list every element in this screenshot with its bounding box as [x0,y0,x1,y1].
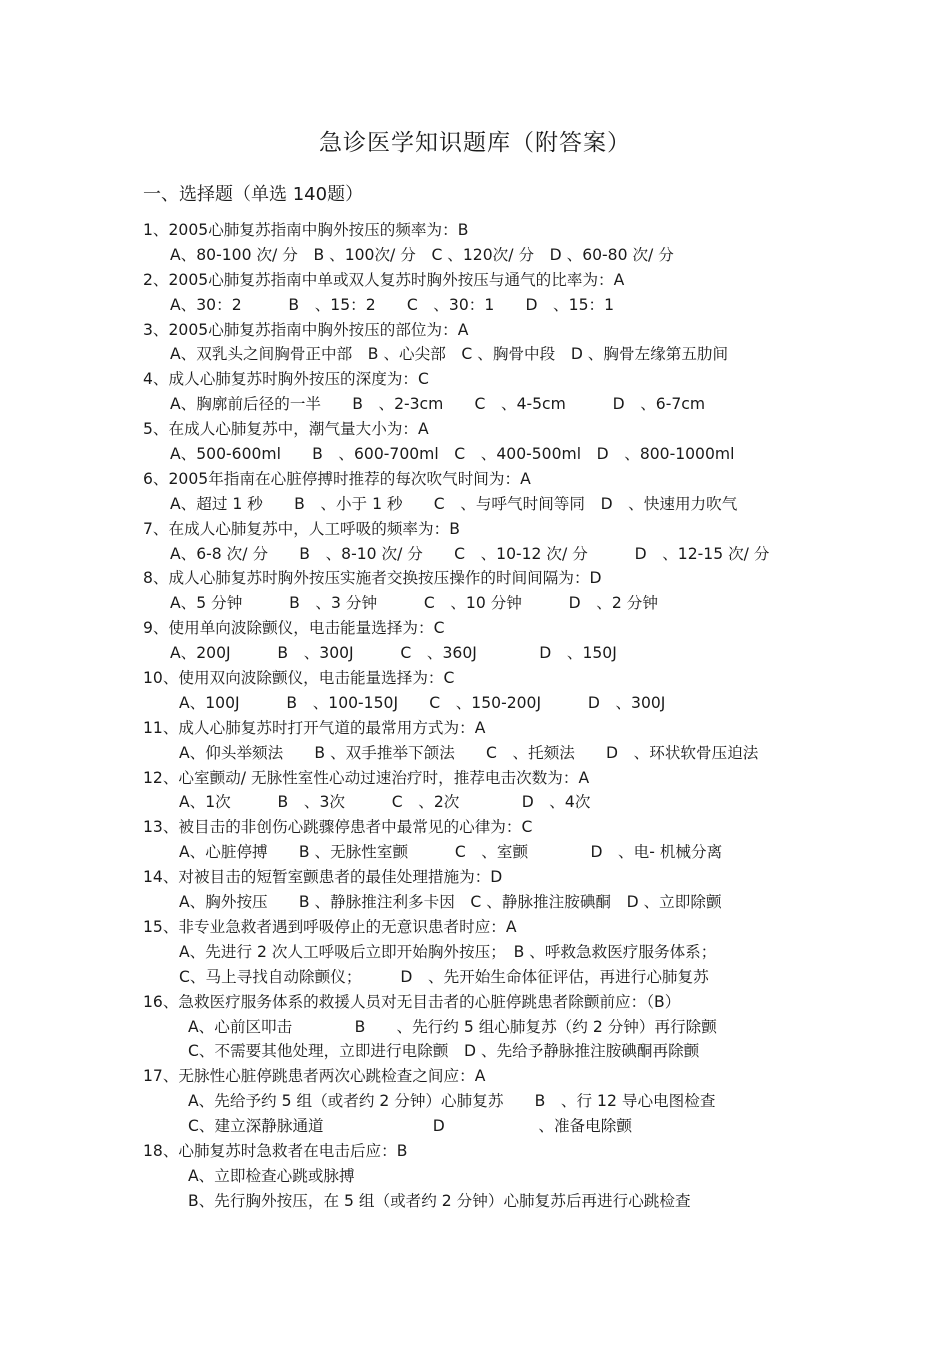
question-text: 10、使用双向波除颤仪，电击能量选择为：C [143,669,455,688]
question-options: A、6-8 次/ 分 B 、8-10 次/ 分 C 、10-12 次/ 分 D 、12-15 次/ 分 [170,544,770,563]
question-options: A、胸外按压 B 、静脉推注利多卡因 C 、静脉推注胺碘酮 D 、立即除颤 [179,893,722,912]
question-text: 8、成人心肺复苏时胸外按压实施者交换按压操作的时间间隔为：D [143,569,602,588]
question-options: A、超过 1 秒 B 、小于 1 秒 C 、与呼气时间等同 D 、快速用力吹气 [170,494,738,513]
question-options: A、立即检查心跳或脉搏 [188,1166,355,1185]
question-options: A、先进行 2 次人工呼吸后立即开始胸外按压； B 、呼救急救医疗服务体系； [179,942,717,961]
question-options: A、100J B 、100-150J C 、150-200J D 、300J [179,693,666,712]
question-options: B、先行胸外按压，在 5 组（或者约 2 分钟）心肺复苏后再进行心跳检查 [188,1191,691,1210]
question-options: C、不需要其他处理，立即进行电除颤 D 、先给予静脉推注胺碘酮再除颤 [188,1042,700,1061]
question-text: 5、在成人心肺复苏中，潮气量大小为：A [143,420,429,439]
section-heading: 一、选择题（单选 140题） [143,184,364,205]
question-text: 13、被目击的非创伤心跳骤停患者中最常见的心律为：C [143,818,533,837]
question-text: 9、使用单向波除颤仪，电击能量选择为：C [143,619,445,638]
question-options: A、心脏停搏 B 、无脉性室颤 C 、室颤 D 、电- 机械分离 [179,843,723,862]
question-text: 6、2005年指南在心脏停搏时推荐的每次吹气时间为：A [143,469,531,488]
question-options: A、胸廓前后径的一半 B 、2-3cm C 、4-5cm D 、6-7cm [170,395,706,414]
document-title: 急诊医学知识题库（附答案） [319,130,631,156]
question-options: A、200J B 、300J C 、360J D 、150J [170,644,617,663]
question-text: 12、心室颤动/ 无脉性室性心动过速治疗时，推荐电击次数为：A [143,768,590,787]
question-text: 2、2005心肺复苏指南中单或双人复苏时胸外按压与通气的比率为：A [143,270,625,289]
question-options: C、建立深静脉通道 D 、准备电除颤 [188,1117,632,1136]
question-options: A、先给予约 5 组（或者约 2 分钟）心肺复苏 B 、行 12 导心电图检查 [188,1092,716,1111]
question-options: A、30：2 B 、15：2 C 、30：1 D 、15：1 [170,295,615,314]
question-text: 14、对被目击的短暂室颤患者的最佳处理措施为：D [143,868,503,887]
question-options: A、80-100 次/ 分 B 、100次/ 分 C 、120次/ 分 D 、60-80 次/ 分 [170,245,674,264]
question-text: 16、急救医疗服务体系的救援人员对无目击者的心脏停跳患者除颤前应：（B） [143,992,681,1011]
question-options: A、仰头举颏法 B 、双手推举下颌法 C 、托颏法 D 、环状软骨压迫法 [179,743,759,762]
question-text: 11、成人心肺复苏时打开气道的最常用方式为：A [143,718,486,737]
question-options: A、500-600ml B 、600-700ml C 、400-500ml D 、800-1000ml [170,445,735,464]
question-options: C、马上寻找自动除颤仪； D 、先开始生命体征评估，再进行心肺复苏 [179,967,709,986]
question-text: 7、在成人心肺复苏中，人工呼吸的频率为：B [143,519,460,538]
question-text: 15、非专业急救者遇到呼吸停止的无意识患者时应：A [143,917,517,936]
question-options: A、心前区叩击 B 、先行约 5 组心肺复苏（约 2 分钟）再行除颤 [188,1017,717,1036]
question-text: 17、无脉性心脏停跳患者两次心跳检查之间应：A [143,1067,486,1086]
question-list [143,218,863,1214]
question-text: 3、2005心肺复苏指南中胸外按压的部位为：A [143,320,469,339]
question-text: 18、心肺复苏时急救者在电击后应：B [143,1141,408,1160]
question-options: A、5 分钟 B 、3 分钟 C 、10 分钟 D 、2 分钟 [170,594,658,613]
question-options: A、1次 B 、3次 C 、2次 D 、4次 [179,793,591,812]
question-options: A、双乳头之间胸骨正中部 B 、心尖部 C 、胸骨中段 D 、胸骨左缘第五肋间 [170,345,729,364]
question-text: 4、成人心肺复苏时胸外按压的深度为：C [143,370,429,389]
question-text: 1、2005心肺复苏指南中胸外按压的频率为：B [143,221,469,239]
